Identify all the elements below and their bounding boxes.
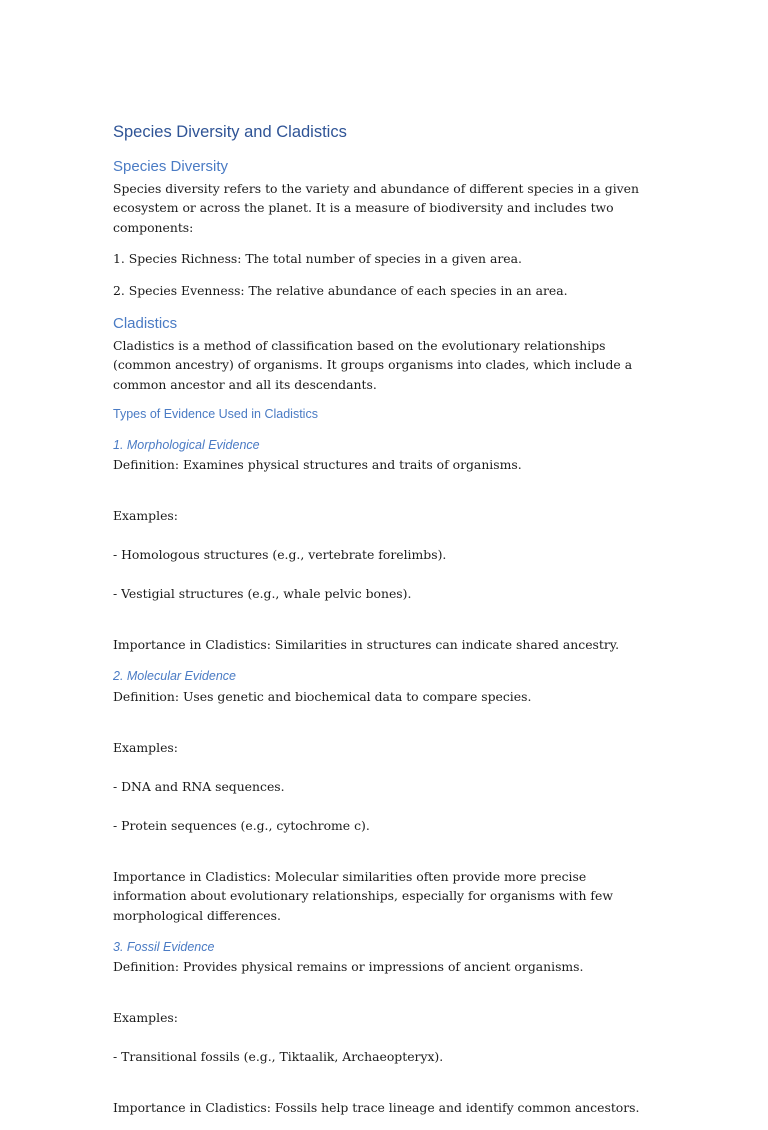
heading-fossil-evidence: 3. Fossil Evidence (113, 940, 215, 955)
fossil-definition: Definition: Provides physical remains or impressions of ancient organisms. (113, 959, 584, 975)
morphological-importance: Importance in Cladistics: Similarities in structures can indicate shared ancestry. (113, 636, 620, 652)
example-item: - DNA and RNA sequences. (113, 778, 285, 794)
document-page (113, 122, 653, 1130)
heading-molecular-evidence: 2. Molecular Evidence (113, 669, 236, 684)
heading-morphological-evidence: 1. Morphological Evidence (113, 437, 260, 452)
example-item: - Protein sequences (e.g., cytochrome c). (113, 817, 370, 833)
fossil-importance: Importance in Cladistics: Fossils help trace lineage and identify common ancestors. (113, 1100, 640, 1116)
examples-label: Examples: (113, 507, 178, 523)
example-item: - Vestigial structures (e.g., whale pelvic bones). (113, 585, 412, 601)
heading-species-diversity: Species Diversity (113, 158, 229, 176)
molecular-examples (113, 718, 653, 855)
example-item: - Homologous structures (e.g., vertebrate forelimbs). (113, 546, 447, 562)
examples-label: Examples: (113, 1010, 178, 1026)
morphological-definition: Definition: Examines physical structures and traits of organisms. (113, 456, 522, 472)
heading-cladistics: Cladistics (113, 315, 178, 333)
species-diversity-intro: Species diversity refers to the variety and abundance of different species in a given ecosystem or across the planet. It is a measure of biodiversity and includes two components: (113, 180, 639, 235)
example-item: - Transitional fossils (e.g., Tiktaalik, Archaeopteryx). (113, 1049, 444, 1065)
cladistics-intro: Cladistics is a method of classification based on the evolutionary relationships (common ancestry) of organisms. It groups organisms into clades, which include a common ancestor and all its descendants. (113, 337, 633, 392)
heading-types-of-evidence: Types of Evidence Used in Cladistics (113, 407, 318, 422)
species-richness-item: 1. Species Richness: The total number of species in a given area. (113, 251, 522, 267)
fossil-examples (113, 989, 653, 1087)
document-title: Species Diversity and Cladistics (113, 123, 347, 141)
species-evenness-item: 2. Species Evenness: The relative abundance of each species in an area. (113, 282, 568, 298)
examples-label: Examples: (113, 739, 178, 755)
molecular-definition: Definition: Uses genetic and biochemical data to compare species. (113, 688, 532, 704)
morphological-examples (113, 486, 653, 623)
molecular-importance: Importance in Cladistics: Molecular similarities often provide more precise information about evolutionary relationships, especially for organisms with few morphological differences. (113, 868, 613, 923)
